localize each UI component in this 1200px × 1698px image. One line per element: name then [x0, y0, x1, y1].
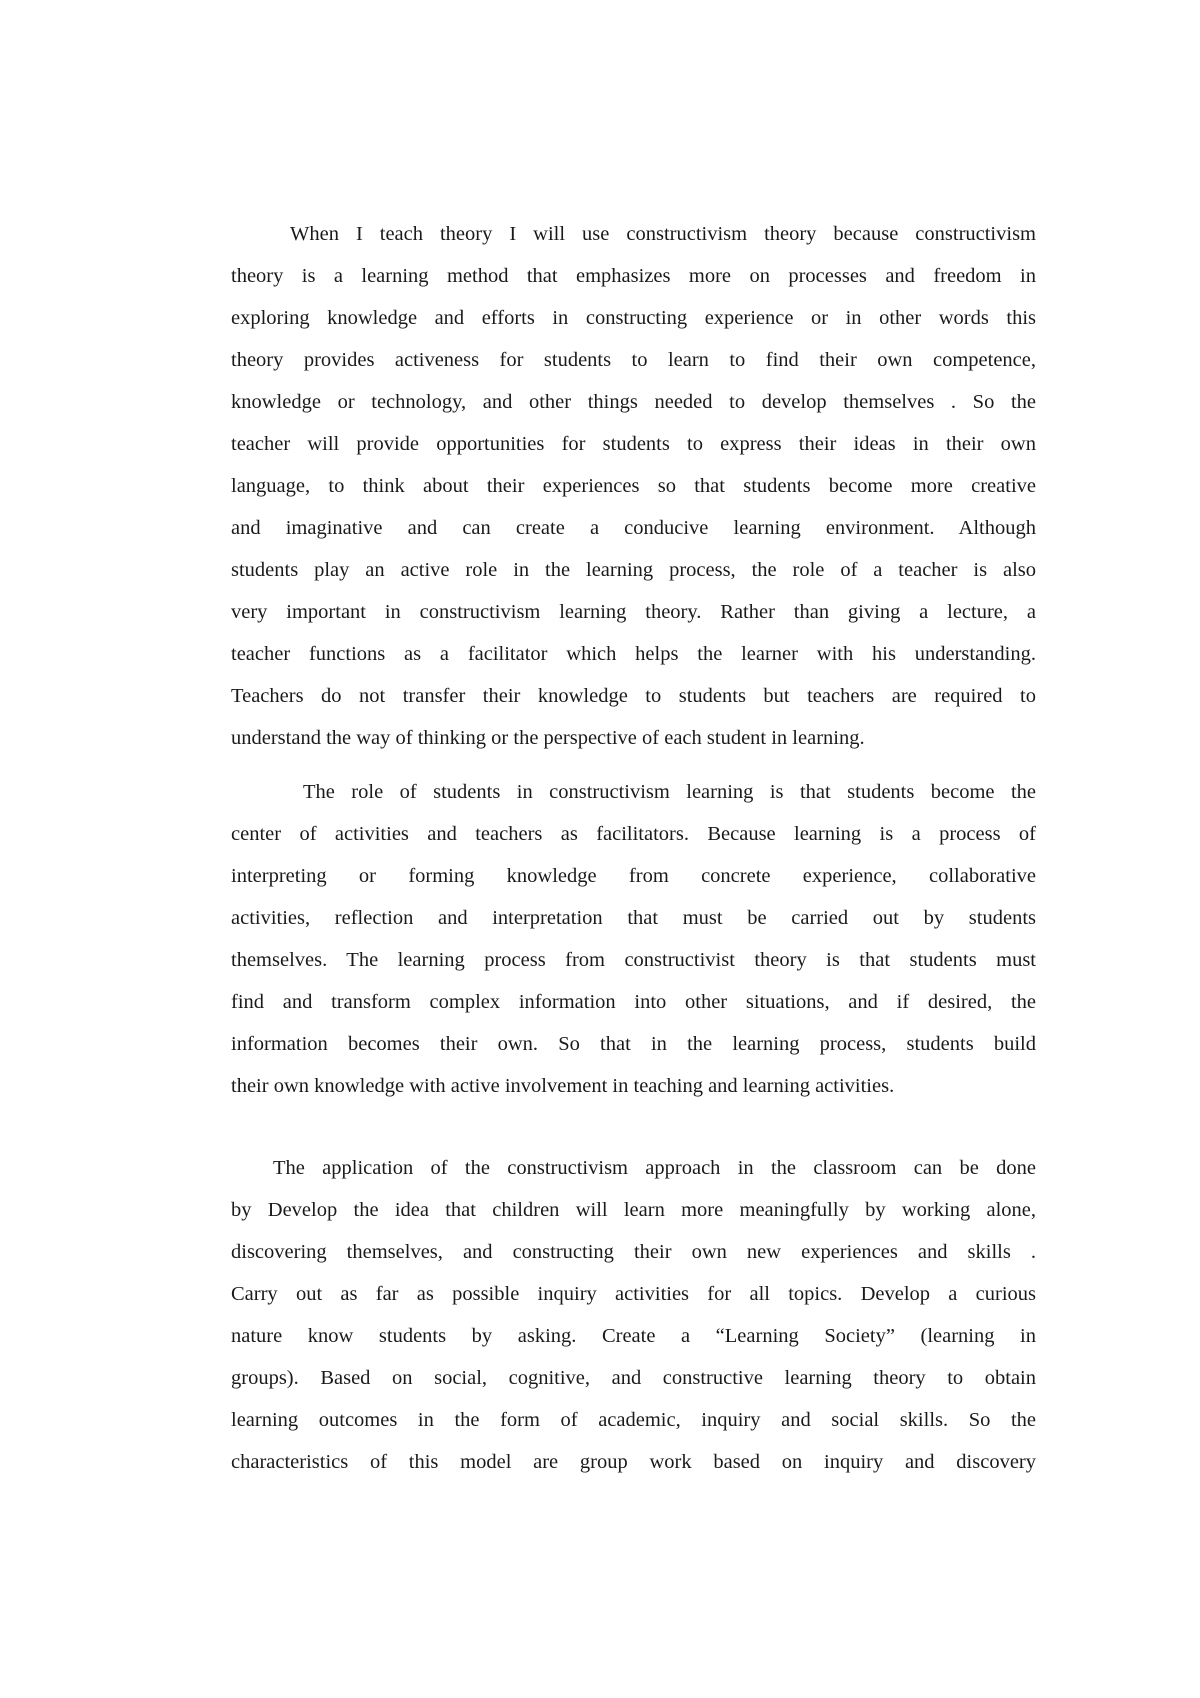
text-line: discovering themselves, and constructing their own new experiences and skills .: [231, 1241, 1036, 1263]
text-line: teacher functions as a facilitator which helps the learner with his understanding.: [231, 643, 1036, 665]
text-line: exploring knowledge and efforts in constructing experience or in other words this: [231, 307, 1036, 329]
text-line: information becomes their own. So that in the learning process, students build: [231, 1033, 1036, 1055]
text-line: The application of the constructivism approach in the classroom can be done: [273, 1157, 1036, 1179]
text-line: Carry out as far as possible inquiry activities for all topics. Develop a curious: [231, 1283, 1036, 1305]
text-line: by Develop the idea that children will learn more meaningfully by working alone,: [231, 1199, 1036, 1221]
text-line: knowledge or technology, and other things needed to develop themselves . So the: [231, 391, 1036, 413]
text-line: The role of students in constructivism learning is that students become the: [303, 781, 1036, 803]
text-line: theory is a learning method that emphasizes more on processes and freedom in: [231, 265, 1036, 287]
text-line: characteristics of this model are group work based on inquiry and discovery: [231, 1451, 1036, 1473]
text-line: learning outcomes in the form of academic, inquiry and social skills. So the: [231, 1409, 1036, 1431]
text-line: students play an active role in the learning process, the role of a teacher is also: [231, 559, 1036, 581]
text-line: very important in constructivism learning theory. Rather than giving a lecture, a: [231, 601, 1036, 623]
text-line: activities, reflection and interpretation that must be carried out by students: [231, 907, 1036, 929]
text-line: When I teach theory I will use constructivism theory because constructivism: [290, 223, 1036, 245]
text-line: interpreting or forming knowledge from concrete experience, collaborative: [231, 865, 1036, 887]
text-line: their own knowledge with active involvement in teaching and learning activities.: [231, 1075, 895, 1097]
text-line: find and transform complex information into other situations, and if desired, the: [231, 991, 1036, 1013]
text-line: and imaginative and can create a conducive learning environment. Although: [231, 517, 1036, 539]
text-line: themselves. The learning process from constructivist theory is that students must: [231, 949, 1036, 971]
text-line: theory provides activeness for students to learn to find their own competence,: [231, 349, 1036, 371]
text-line: language, to think about their experiences so that students become more creative: [231, 475, 1036, 497]
text-line: Teachers do not transfer their knowledge to students but teachers are required to: [231, 685, 1036, 707]
text-line: teacher will provide opportunities for students to express their ideas in their own: [231, 433, 1036, 455]
text-line: nature know students by asking. Create a “Learning Society” (learning in: [231, 1325, 1036, 1347]
text-line: groups). Based on social, cognitive, and constructive learning theory to obtain: [231, 1367, 1036, 1389]
text-line: understand the way of thinking or the perspective of each student in learning.: [231, 727, 865, 749]
text-line: center of activities and teachers as facilitators. Because learning is a process of: [231, 823, 1036, 845]
